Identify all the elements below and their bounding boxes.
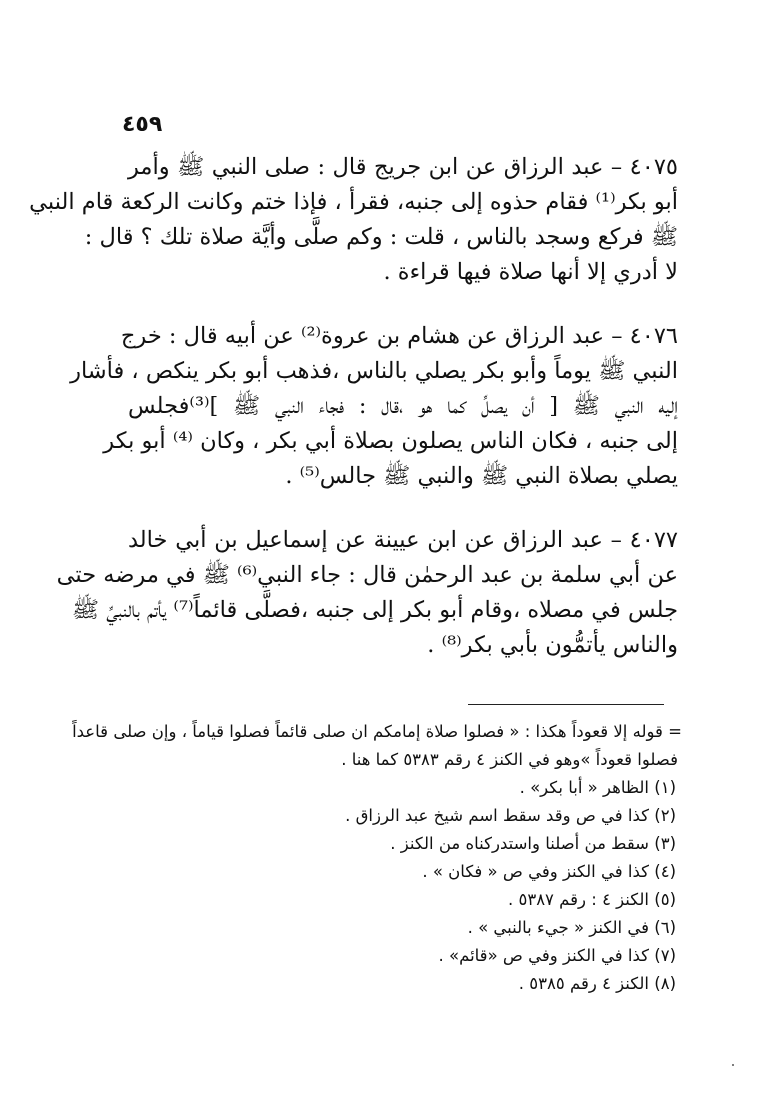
- footnote-number: (٧): [654, 946, 676, 965]
- page-number: ٤٥٩: [122, 112, 163, 137]
- footnote-number: (٤): [654, 862, 676, 881]
- entry-line: لا أدري إلا أنها صلاة فيها قراءة .: [383, 259, 678, 285]
- scan-speck: [732, 1064, 734, 1066]
- footnote-text: الكنز ٤ رقم ٥٣٨٥ .: [518, 974, 649, 993]
- footnote-continuation: = قوله إلا قعوداً هكذا : « فصلوا صلاة إمامكم ان صلى قائماً فصلوا قياماً ، وإن صلى قاعداً: [72, 722, 682, 741]
- footnotes: [72, 718, 682, 998]
- entry-line: ٤٠٧٥ – عبد الرزاق عن ابن جريج قال : صلى النبي ﷺ وأمر: [128, 154, 678, 180]
- entry-line: أبو بكر⁽¹⁾ فقام حذوه إلى جنبه، فقرأ ، فإذا ختم وكانت الركعة قام النبي: [29, 189, 678, 215]
- hadith-entry-4075: [29, 150, 678, 290]
- footnote-number: (٢): [654, 806, 676, 825]
- footnote-number: (٨): [654, 974, 676, 993]
- footnote-continuation: فصلوا قعوداً »وهو في الكنز ٤ رقم ٥٣٨٣ كما هنا .: [341, 750, 678, 769]
- entry-line: يصلي بصلاة النبي ﷺ والنبي ﷺ جالس⁽⁵⁾ .: [285, 463, 678, 489]
- entry-separator: [128, 494, 678, 523]
- footnote-6: [126, 914, 682, 942]
- hadith-entries: [29, 150, 678, 663]
- footnote-text: الظاهر « أبا بكر» .: [519, 778, 649, 797]
- footnote-7: [126, 942, 682, 970]
- entry-line: ٤٠٧٦ – عبد الرزاق عن هشام بن عروة⁽²⁾ عن أبيه قال : خرج: [120, 323, 678, 349]
- footnote-number: (٦): [654, 918, 676, 937]
- footnote-number: (٣): [654, 834, 676, 853]
- footnote-divider: [468, 704, 664, 705]
- footnote-5: [126, 886, 682, 914]
- footnote-text: كذا في الكنز وفي ص «قائم» .: [438, 946, 649, 965]
- footnote-text: كذا في الكنز وفي ص « فكان » .: [422, 862, 649, 881]
- footnote-text: سقط من أصلنا واستدركناه من الكنز .: [390, 834, 649, 853]
- entry-line: جلس في مصلاه ،وقام أبو بكر إلى جنبه ،فصلَّى قائماً⁽⁷⁾ يأتم بالنبيِّ ﷺ: [71, 597, 678, 623]
- footnote-number: (٥): [654, 890, 676, 909]
- footnote-8: [126, 970, 682, 998]
- hadith-entry-4077: [56, 523, 678, 663]
- footnote-3: [126, 830, 682, 858]
- entry-line: والناس يأتمُّون بأبي بكر⁽⁸⁾ .: [427, 632, 678, 658]
- entry-line: ٤٠٧٧ – عبد الرزاق عن ابن عيينة عن إسماعيل بن أبي خالد: [128, 527, 678, 553]
- footnote-1: [126, 774, 682, 802]
- footnote-2: [126, 802, 682, 830]
- footnote-number: (١): [654, 778, 676, 797]
- entry-line: ﷺ فركع وسجد بالناس ، قلت : وكم صلَّى وأيَّة صلاة تلك ؟ قال :: [84, 224, 678, 250]
- entry-line: إليه النبي ﷺ [ أن يصلِّ كما هو ،قال : فجاء النبي ﷺ ]⁽³⁾فجلس: [128, 393, 678, 419]
- hadith-entry-4076: [70, 319, 678, 494]
- entry-separator: [128, 290, 678, 319]
- entry-line: النبي ﷺ يوماً وأبو بكر يصلي بالناس ،فذهب أبو بكر ينكص ، فأشار: [70, 358, 678, 384]
- footnote-text: في الكنز « جيء بالنبي » .: [467, 918, 649, 937]
- entry-line: إلى جنبه ، فكان الناس يصلون بصلاة أبي بكر ، وكان ⁽⁴⁾ أبو بكر: [103, 428, 678, 454]
- footnote-4: [126, 858, 682, 886]
- footnote-text: الكنز ٤ : رقم ٥٣٨٧ .: [507, 890, 649, 909]
- entry-line: عن أبي سلمة بن عبد الرحمٰن قال : جاء النبي⁽⁶⁾ ﷺ في مرضه حتى: [56, 562, 678, 588]
- footnote-text: كذا في ص وقد سقط اسم شيخ عبد الرزاق .: [345, 806, 649, 825]
